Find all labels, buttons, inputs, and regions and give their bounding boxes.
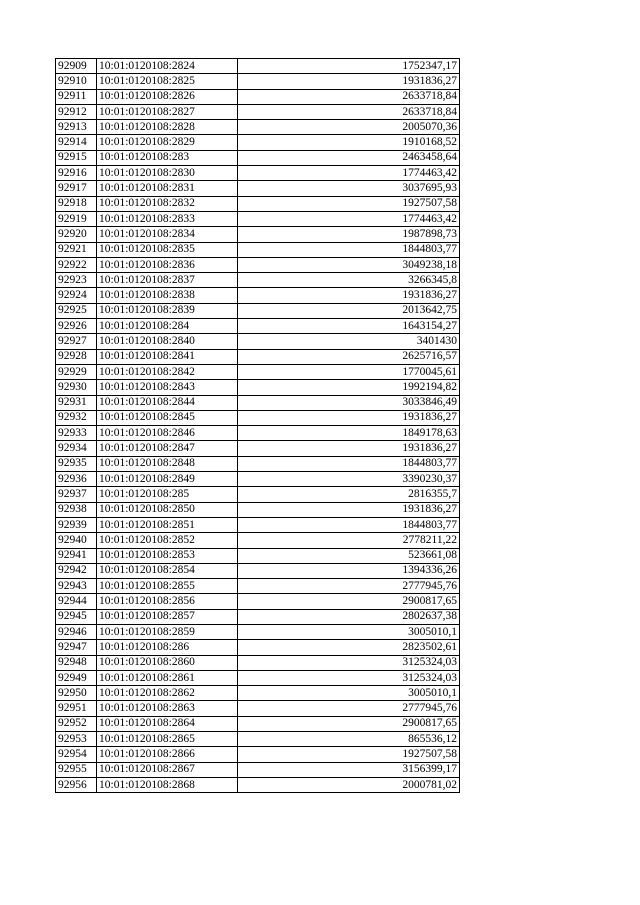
value-cell: 1849178,63 (238, 426, 460, 441)
cadastral-number-cell: 10:01:0120108:2852 (97, 533, 238, 548)
value-cell: 1992194,82 (238, 380, 460, 395)
table-row (56, 59, 460, 74)
row-id-cell: 92940 (56, 533, 97, 548)
row-id-cell: 92914 (56, 135, 97, 150)
table-row (56, 288, 460, 303)
table-row (56, 563, 460, 578)
row-id-cell: 92912 (56, 104, 97, 119)
cadastral-number-cell: 10:01:0120108:2831 (97, 181, 238, 196)
cadastral-number-cell: 10:01:0120108:2864 (97, 716, 238, 731)
value-cell: 3005010,1 (238, 624, 460, 639)
row-id-cell: 92945 (56, 609, 97, 624)
cadastral-number-cell: 10:01:0120108:2844 (97, 395, 238, 410)
row-id-cell: 92931 (56, 395, 97, 410)
cadastral-number-cell: 10:01:0120108:284 (97, 319, 238, 334)
value-cell: 2625716,57 (238, 349, 460, 364)
value-cell: 3005010,1 (238, 686, 460, 701)
row-id-cell: 92929 (56, 364, 97, 379)
cadastral-number-cell: 10:01:0120108:2857 (97, 609, 238, 624)
table-row (56, 777, 460, 792)
value-cell: 1770045,61 (238, 364, 460, 379)
row-id-cell: 92927 (56, 334, 97, 349)
table-row (56, 89, 460, 104)
table-row (56, 533, 460, 548)
cadastral-number-cell: 10:01:0120108:2860 (97, 655, 238, 670)
cadastral-number-cell: 10:01:0120108:2866 (97, 747, 238, 762)
table-row (56, 487, 460, 502)
row-id-cell: 92928 (56, 349, 97, 364)
value-cell: 3049238,18 (238, 257, 460, 272)
table-body (56, 59, 460, 793)
table-row (56, 273, 460, 288)
table-row (56, 426, 460, 441)
cadastral-number-cell: 10:01:0120108:286 (97, 640, 238, 655)
value-cell: 2900817,65 (238, 594, 460, 609)
cadastral-number-cell: 10:01:0120108:2850 (97, 502, 238, 517)
table-row (56, 150, 460, 165)
table-row (56, 135, 460, 150)
cadastral-number-cell: 10:01:0120108:2825 (97, 74, 238, 89)
row-id-cell: 92936 (56, 472, 97, 487)
table-row (56, 380, 460, 395)
cadastral-number-cell: 10:01:0120108:2863 (97, 701, 238, 716)
row-id-cell: 92911 (56, 89, 97, 104)
value-cell: 1774463,42 (238, 166, 460, 181)
row-id-cell: 92935 (56, 456, 97, 471)
cadastral-number-cell: 10:01:0120108:2856 (97, 594, 238, 609)
table-row (56, 579, 460, 594)
cadastral-number-cell: 10:01:0120108:2841 (97, 349, 238, 364)
value-cell: 1931836,27 (238, 502, 460, 517)
table-row (56, 502, 460, 517)
row-id-cell: 92953 (56, 732, 97, 747)
row-id-cell: 92946 (56, 624, 97, 639)
value-cell: 1910168,52 (238, 135, 460, 150)
cadastral-number-cell: 10:01:0120108:2849 (97, 472, 238, 487)
value-cell: 2005070,36 (238, 120, 460, 135)
value-cell: 1752347,17 (238, 59, 460, 74)
cadastral-number-cell: 10:01:0120108:2855 (97, 579, 238, 594)
cadastral-number-cell: 10:01:0120108:2830 (97, 166, 238, 181)
table-row (56, 670, 460, 685)
row-id-cell: 92918 (56, 196, 97, 211)
table-row (56, 456, 460, 471)
row-id-cell: 92915 (56, 150, 97, 165)
value-cell: 1844803,77 (238, 242, 460, 257)
cadastral-number-cell: 10:01:0120108:2824 (97, 59, 238, 74)
row-id-cell: 92948 (56, 655, 97, 670)
cadastral-number-cell: 10:01:0120108:2829 (97, 135, 238, 150)
row-id-cell: 92913 (56, 120, 97, 135)
row-id-cell: 92944 (56, 594, 97, 609)
cadastral-number-cell: 10:01:0120108:2828 (97, 120, 238, 135)
cadastral-number-cell: 10:01:0120108:2861 (97, 670, 238, 685)
value-cell: 2900817,65 (238, 716, 460, 731)
value-cell: 2823502,61 (238, 640, 460, 655)
row-id-cell: 92954 (56, 747, 97, 762)
table-row (56, 120, 460, 135)
value-cell: 3266345,8 (238, 273, 460, 288)
value-cell: 1774463,42 (238, 211, 460, 226)
row-id-cell: 92923 (56, 273, 97, 288)
value-cell: 1643154,27 (238, 319, 460, 334)
value-cell: 523661,08 (238, 548, 460, 563)
row-id-cell: 92924 (56, 288, 97, 303)
cadastral-number-cell: 10:01:0120108:285 (97, 487, 238, 502)
row-id-cell: 92930 (56, 380, 97, 395)
value-cell: 2802637,38 (238, 609, 460, 624)
cadastral-number-cell: 10:01:0120108:2848 (97, 456, 238, 471)
value-cell: 3037695,93 (238, 181, 460, 196)
cadastral-number-cell: 10:01:0120108:2827 (97, 104, 238, 119)
row-id-cell: 92942 (56, 563, 97, 578)
value-cell: 1931836,27 (238, 441, 460, 456)
cadastral-number-cell: 10:01:0120108:2853 (97, 548, 238, 563)
table-row (56, 594, 460, 609)
value-cell: 2778211,22 (238, 533, 460, 548)
row-id-cell: 92943 (56, 579, 97, 594)
table-row (56, 701, 460, 716)
row-id-cell: 92952 (56, 716, 97, 731)
value-cell: 1844803,77 (238, 456, 460, 471)
row-id-cell: 92926 (56, 319, 97, 334)
value-cell: 865536,12 (238, 732, 460, 747)
row-id-cell: 92910 (56, 74, 97, 89)
table-row (56, 655, 460, 670)
cadastral-number-cell: 10:01:0120108:2859 (97, 624, 238, 639)
table-row (56, 334, 460, 349)
value-cell: 1931836,27 (238, 288, 460, 303)
table-row (56, 257, 460, 272)
cadastral-number-cell: 10:01:0120108:2845 (97, 410, 238, 425)
cadastral-number-cell: 10:01:0120108:2865 (97, 732, 238, 747)
table-row (56, 762, 460, 777)
cadastral-number-cell: 10:01:0120108:2840 (97, 334, 238, 349)
cadastral-number-cell: 10:01:0120108:2837 (97, 273, 238, 288)
cadastral-number-cell: 10:01:0120108:2868 (97, 777, 238, 792)
cadastral-number-cell: 10:01:0120108:2839 (97, 303, 238, 318)
table-row (56, 242, 460, 257)
value-cell: 1844803,77 (238, 517, 460, 532)
value-cell: 3125324,03 (238, 670, 460, 685)
table-row (56, 517, 460, 532)
cadastral-number-cell: 10:01:0120108:2826 (97, 89, 238, 104)
cadastral-number-cell: 10:01:0120108:2847 (97, 441, 238, 456)
cadastral-number-cell: 10:01:0120108:2836 (97, 257, 238, 272)
table-row (56, 410, 460, 425)
table-row (56, 74, 460, 89)
table-row (56, 732, 460, 747)
row-id-cell: 92947 (56, 640, 97, 655)
value-cell: 2777945,76 (238, 579, 460, 594)
cadastral-number-cell: 10:01:0120108:2834 (97, 227, 238, 242)
value-cell: 2000781,02 (238, 777, 460, 792)
cadastral-number-cell: 10:01:0120108:2851 (97, 517, 238, 532)
cadastral-number-cell: 10:01:0120108:2832 (97, 196, 238, 211)
table-row (56, 395, 460, 410)
row-id-cell: 92909 (56, 59, 97, 74)
table-row (56, 747, 460, 762)
cadastral-number-cell: 10:01:0120108:2846 (97, 426, 238, 441)
value-cell: 3401430 (238, 334, 460, 349)
cadastral-number-cell: 10:01:0120108:2842 (97, 364, 238, 379)
table-row (56, 364, 460, 379)
row-id-cell: 92956 (56, 777, 97, 792)
value-cell: 3033846,49 (238, 395, 460, 410)
row-id-cell: 92937 (56, 487, 97, 502)
value-cell: 2013642,75 (238, 303, 460, 318)
table-row (56, 196, 460, 211)
table-row (56, 227, 460, 242)
value-cell: 2777945,76 (238, 701, 460, 716)
row-id-cell: 92941 (56, 548, 97, 563)
value-cell: 3390230,37 (238, 472, 460, 487)
cadastral-number-cell: 10:01:0120108:2854 (97, 563, 238, 578)
cadastral-number-cell: 10:01:0120108:2843 (97, 380, 238, 395)
row-id-cell: 92917 (56, 181, 97, 196)
row-id-cell: 92934 (56, 441, 97, 456)
table-row (56, 441, 460, 456)
table-row (56, 181, 460, 196)
value-cell: 3125324,03 (238, 655, 460, 670)
row-id-cell: 92950 (56, 686, 97, 701)
table-row (56, 104, 460, 119)
cadastral-number-cell: 10:01:0120108:2838 (97, 288, 238, 303)
cadastral-number-cell: 10:01:0120108:2833 (97, 211, 238, 226)
value-cell: 2633718,84 (238, 104, 460, 119)
table-row (56, 211, 460, 226)
cadastral-number-cell: 10:01:0120108:2867 (97, 762, 238, 777)
cadastral-number-cell: 10:01:0120108:2835 (97, 242, 238, 257)
value-cell: 2633718,84 (238, 89, 460, 104)
row-id-cell: 92939 (56, 517, 97, 532)
table-row (56, 303, 460, 318)
table-row (56, 349, 460, 364)
value-cell: 1987898,73 (238, 227, 460, 242)
table-row (56, 686, 460, 701)
row-id-cell: 92921 (56, 242, 97, 257)
cadastral-number-cell: 10:01:0120108:283 (97, 150, 238, 165)
value-cell: 3156399,17 (238, 762, 460, 777)
data-table (55, 58, 460, 793)
row-id-cell: 92920 (56, 227, 97, 242)
row-id-cell: 92922 (56, 257, 97, 272)
row-id-cell: 92925 (56, 303, 97, 318)
table-row (56, 472, 460, 487)
table-row (56, 716, 460, 731)
table-row (56, 640, 460, 655)
row-id-cell: 92955 (56, 762, 97, 777)
row-id-cell: 92949 (56, 670, 97, 685)
value-cell: 1394336,26 (238, 563, 460, 578)
table-row (56, 319, 460, 334)
value-cell: 2816355,7 (238, 487, 460, 502)
value-cell: 2463458,64 (238, 150, 460, 165)
row-id-cell: 92938 (56, 502, 97, 517)
value-cell: 1927507,58 (238, 196, 460, 211)
row-id-cell: 92933 (56, 426, 97, 441)
cadastral-number-cell: 10:01:0120108:2862 (97, 686, 238, 701)
row-id-cell: 92916 (56, 166, 97, 181)
table-row (56, 609, 460, 624)
value-cell: 1931836,27 (238, 410, 460, 425)
table-row (56, 548, 460, 563)
row-id-cell: 92919 (56, 211, 97, 226)
value-cell: 1927507,58 (238, 747, 460, 762)
table-row (56, 166, 460, 181)
row-id-cell: 92932 (56, 410, 97, 425)
value-cell: 1931836,27 (238, 74, 460, 89)
row-id-cell: 92951 (56, 701, 97, 716)
table-row (56, 624, 460, 639)
